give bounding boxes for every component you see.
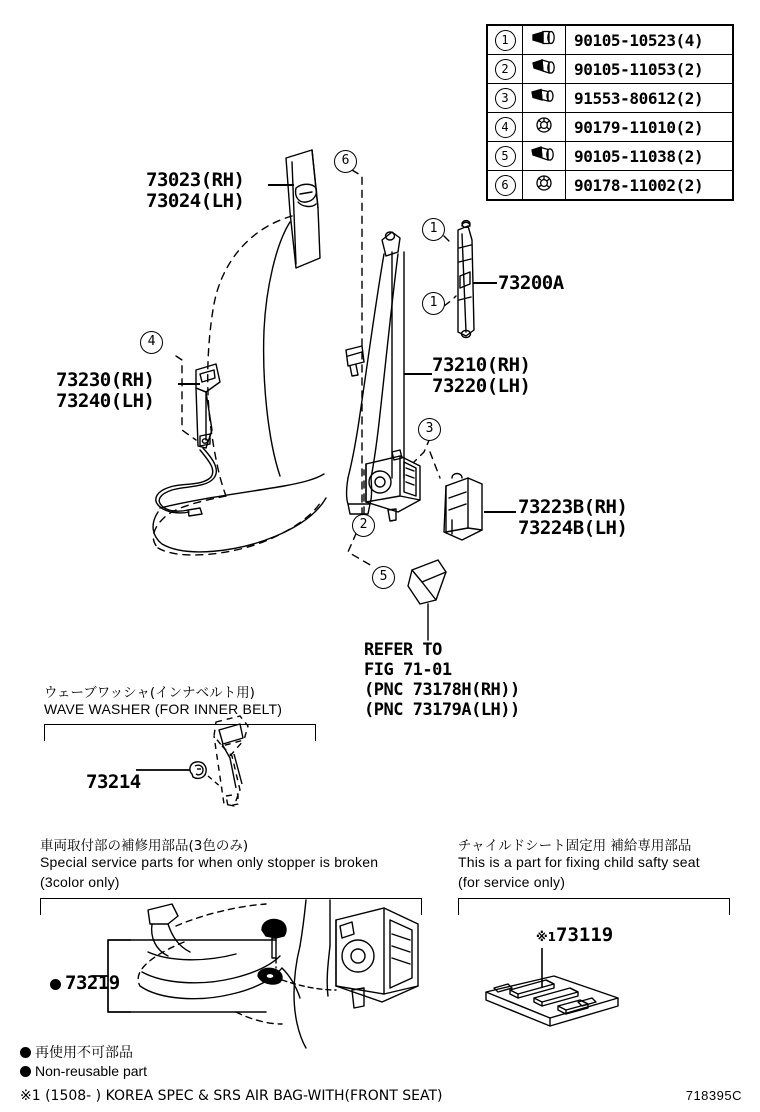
refer-to-line-1: REFER TO — [364, 640, 442, 660]
spec-note: ※1 (1508- ) KOREA SPEC & SRS AIR BAG-WITH(FRONT SEAT) — [20, 1088, 443, 1104]
non-reusable-note-en-text: Non-reusable part — [35, 1063, 148, 1079]
non-reusable-dot-icon — [50, 979, 61, 990]
refer-to-line-3: (PNC 73178H(RH)) — [364, 680, 520, 700]
non-reusable-dot-icon — [20, 1066, 31, 1077]
wave-washer-caption-en: WAVE WASHER (FOR INNER BELT) — [44, 701, 283, 717]
label-73200a: 73200A — [498, 272, 564, 294]
circled-number-1: 1 — [495, 30, 516, 51]
part-number: 90105-11038(2) — [566, 142, 734, 171]
non-reusable-note-jp-text: 再使用不可部品 — [35, 1045, 133, 1061]
special-service-caption-en-2: (3color only) — [40, 874, 120, 890]
label-73240-lh: 73240(LH) — [56, 390, 155, 412]
reference-mark-1: ※1 — [536, 930, 557, 944]
refer-to-line-2: FIG 71-01 — [364, 660, 452, 680]
wave-washer-drawing — [0, 700, 400, 820]
callout-6: 6 — [334, 150, 357, 173]
callout-2: 2 — [352, 514, 375, 537]
leader-line-73223b — [484, 511, 516, 513]
part-number: 90105-11053(2) — [566, 55, 734, 84]
refer-to-line-4: (PNC 73179A(LH)) — [364, 700, 520, 720]
child-seat-clip-drawing — [450, 940, 750, 1060]
child-seat-caption-jp: チャイルドシート固定用 補給専用部品 — [458, 838, 692, 854]
leader-line-73023 — [268, 184, 294, 186]
label-73230-rh: 73230(RH) — [56, 369, 155, 391]
label-73219 — [50, 973, 120, 994]
child-seat-caption-en-2: (for service only) — [458, 874, 566, 890]
circled-number-6: 6 — [495, 175, 516, 196]
callout-1-upper: 1 — [422, 218, 445, 241]
label-73024-lh: 73024(LH) — [146, 190, 245, 212]
child-seat-bracket — [458, 898, 730, 915]
circled-number-4: 4 — [495, 117, 516, 138]
non-reusable-dot-icon — [20, 1047, 31, 1058]
leader-line-73230 — [178, 383, 200, 385]
circled-number-5: 5 — [495, 146, 516, 167]
circled-number-2: 2 — [495, 59, 516, 80]
special-service-caption-jp: 車両取付部の補修用部品(3色のみ) — [40, 838, 249, 854]
label-73023-rh: 73023(RH) — [146, 169, 245, 191]
label-73210-rh: 73210(RH) — [432, 354, 531, 376]
part-number: 91553-80612(2) — [566, 84, 734, 113]
callout-1-lower: 1 — [422, 292, 445, 315]
callout-4: 4 — [140, 331, 163, 354]
leader-line-73200a — [473, 282, 497, 284]
non-reusable-note-jp — [20, 1042, 133, 1062]
label-73119-text: 73119 — [556, 924, 614, 946]
label-73224b-lh: 73224B(LH) — [518, 517, 628, 539]
label-73223b-rh: 73223B(RH) — [518, 496, 628, 518]
part-number: 90179-11010(2) — [566, 113, 734, 142]
label-73220-lh: 73220(LH) — [432, 375, 531, 397]
callout-5: 5 — [372, 566, 395, 589]
label-73214: 73214 — [86, 771, 141, 793]
leader-line-73210 — [404, 373, 432, 375]
child-seat-caption-en-1: This is a part for fixing child safty seat — [458, 854, 700, 870]
label-73219-text: 73219 — [65, 972, 120, 994]
callout-3: 3 — [418, 418, 441, 441]
figure-code: 718395C — [685, 1088, 742, 1103]
part-number: 90105-10523(4) — [566, 25, 734, 55]
non-reusable-note-en — [20, 1063, 147, 1079]
circled-number-3: 3 — [495, 88, 516, 109]
wave-washer-caption-jp: ウェーブワッシャ(インナベルト用) — [44, 685, 255, 701]
part-number: 90178-11002(2) — [566, 171, 734, 201]
special-service-caption-en-1: Special service parts for when only stopper is broken — [40, 854, 379, 870]
